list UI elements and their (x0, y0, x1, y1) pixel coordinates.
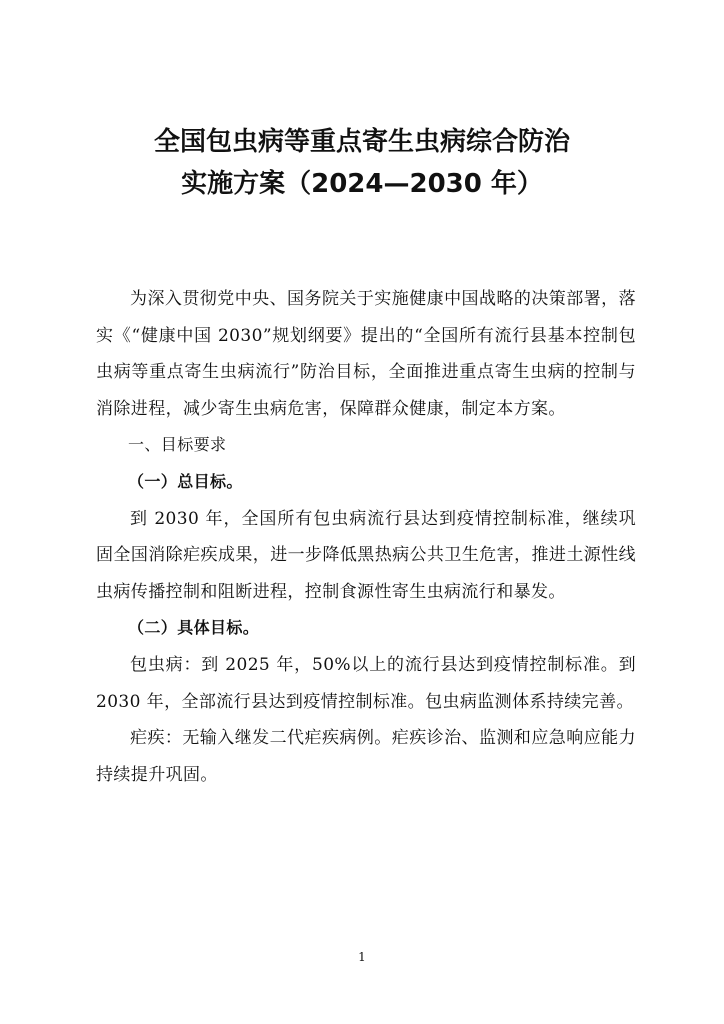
subsection-heading-overall-goal: （一）总目标。 (128, 471, 243, 491)
document-title-line1: 全国包虫病等重点寄生虫病综合防治 (153, 127, 570, 157)
echinococcosis-goal-paragraph: 包虫病：到 2025 年，50%以上的流行县达到疫情控制标准。到 2030 年，全部流行县达到疫情控制标准。包虫病监测体系持续完善。 (96, 654, 636, 712)
page-number: 1 (358, 950, 366, 964)
subsection-heading-specific-goals: （二）具体目标。 (128, 618, 260, 638)
section-heading-goals: 一、目标要求 (128, 435, 227, 455)
malaria-goal-paragraph: 疟疾：无输入继发二代疟疾病例。疟疾诊治、监测和应急响应能力持续提升巩固。 (96, 728, 636, 785)
document-body (96, 281, 636, 793)
overall-goal-paragraph: 到 2030 年，全国所有包虫病流行县达到疫情控制标准，继续巩固全国消除疟疾成果，进一步降低黑热病公共卫生危害，推进土源性线虫病传播控制和阻断进程，控制食源性寄生虫病流行和暴发。 (96, 508, 636, 602)
document-title-line2: 实施方案（2024—2030 年） (181, 169, 543, 199)
intro-paragraph: 为深入贯彻党中央、国务院关于实施健康中国战略的决策部署，落实《“健康中国 2030”规划纲要》提出的“全国所有流行县基本控制包虫病等重点寄生虫病流行”防治目标，全面推进重点寄生虫病的控制与消除进程，减少寄生虫病危害，保障群众健康，制定本方案。 (96, 289, 636, 419)
